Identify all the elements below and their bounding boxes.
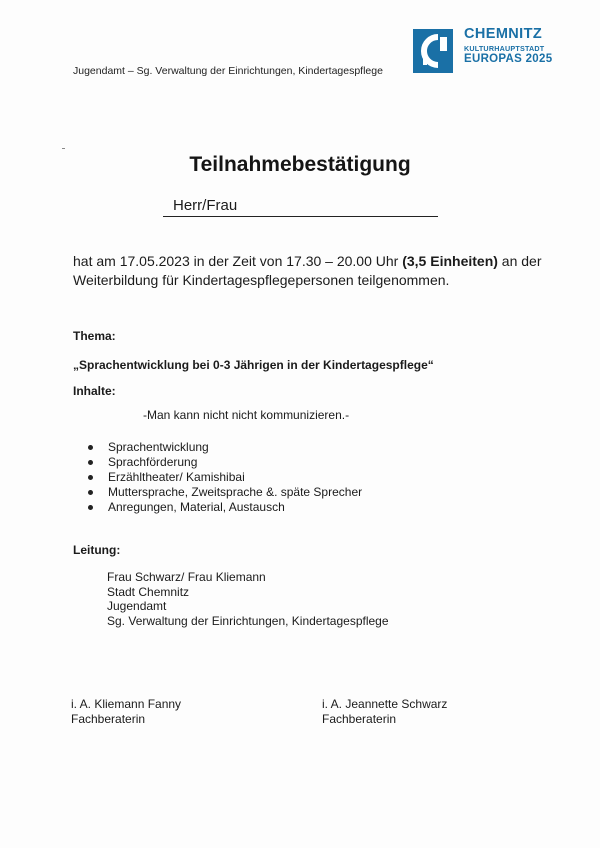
logo-wordmark (464, 27, 552, 65)
signature-role: Fachberaterin (71, 712, 146, 726)
bullet-icon (88, 460, 93, 465)
bullet-icon (88, 475, 93, 480)
signature-right (322, 697, 447, 727)
bullet-icon (88, 505, 93, 510)
lead-line: Jugendamt (107, 599, 167, 613)
lead-block (107, 570, 389, 628)
contents-label: Inhalte: (73, 384, 116, 398)
lead-line: Sg. Verwaltung der Einrichtungen, Kindertagespflege (107, 613, 389, 628)
topic-text: Sprachförderung (108, 455, 198, 469)
list-item (88, 470, 362, 485)
intro-paragraph (73, 252, 543, 290)
list-item (88, 485, 362, 500)
signature-role: Fachberaterin (322, 712, 397, 726)
topics-list (88, 440, 362, 515)
list-item (88, 440, 362, 455)
intro-units: (3,5 Einheiten) (402, 253, 498, 269)
logo-year: EUROPAS 2025 (464, 52, 553, 65)
motto-text: -Man kann nicht nicht kommunizieren.- (143, 408, 350, 422)
intro-part1: hat am 17.05.2023 in der Zeit von 17.30 – 20.00 Uhr (73, 253, 403, 269)
list-item (88, 500, 362, 515)
lead-line: Frau Schwarz/ Frau Kliemann (107, 570, 266, 584)
salutation-text: Herr/Frau (173, 197, 238, 214)
theme-label: Thema: (73, 329, 116, 343)
intro-part2: an der Weiterbildung für Kindertagespflegepersonen teilgenommen. (73, 253, 542, 288)
bullet-icon (88, 445, 93, 450)
lead-label: Leitung: (73, 543, 121, 557)
topic-text: Erzähltheater/ Kamishibai (108, 470, 245, 484)
topic-text: Anregungen, Material, Austausch (108, 500, 285, 514)
signature-name: i. A. Jeannette Schwarz (322, 697, 448, 711)
signature-left (71, 697, 181, 727)
list-item (88, 455, 362, 470)
chemnitz-logo-icon (413, 29, 453, 73)
document-title: Teilnahmebestätigung (189, 153, 411, 176)
logo-subtitle: KULTURHAUPTSTADT (464, 43, 545, 53)
salutation-line (163, 197, 438, 217)
theme-text: „Sprachentwicklung bei 0-3 Jährigen in der Kindertagespflege“ (73, 358, 434, 372)
chemnitz-logo (413, 27, 563, 77)
topic-text: Muttersprache, Zweitsprache &. späte Sprecher (108, 485, 363, 499)
signature-name: i. A. Kliemann Fanny (71, 697, 182, 711)
scan-speck (62, 148, 65, 149)
bullet-icon (88, 490, 93, 495)
lead-line: Stadt Chemnitz (107, 584, 190, 599)
department-header: Jugendamt – Sg. Verwaltung der Einrichtungen, Kindertagespflege (73, 65, 383, 77)
logo-city: CHEMNITZ (464, 26, 543, 42)
topic-text: Sprachentwicklung (108, 440, 209, 454)
